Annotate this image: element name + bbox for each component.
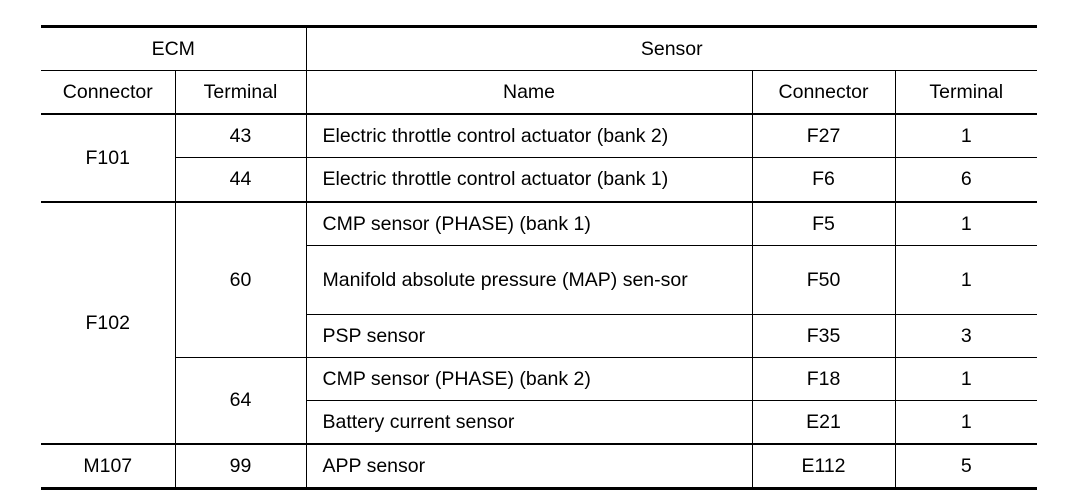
ecm-terminal-cell: 43 xyxy=(175,114,306,158)
header-sensor-terminal: Terminal xyxy=(895,71,1037,115)
sensor-terminal-cell: 1 xyxy=(895,114,1037,158)
sensor-connector-cell: F5 xyxy=(752,202,895,246)
header-ecm: ECM xyxy=(41,27,306,71)
table-row xyxy=(41,114,1037,158)
header-ecm-terminal: Terminal xyxy=(175,71,306,115)
sensor-name-cell: Manifold absolute pressure (MAP) sen-sor xyxy=(306,246,752,315)
sensor-terminal-cell: 1 xyxy=(895,358,1037,401)
table-row xyxy=(41,158,1037,203)
sensor-terminal-cell: 1 xyxy=(895,202,1037,246)
sensor-connector-cell: F50 xyxy=(752,246,895,315)
sensor-connector-cell: F35 xyxy=(752,315,895,358)
ecm-sensor-connection-table xyxy=(41,25,1037,490)
ecm-terminal-cell: 99 xyxy=(175,444,306,489)
sensor-name-cell: CMP sensor (PHASE) (bank 1) xyxy=(306,202,752,246)
sensor-terminal-cell: 1 xyxy=(895,401,1037,445)
sensor-name-cell: PSP sensor xyxy=(306,315,752,358)
ecm-connector-cell: F101 xyxy=(41,114,175,202)
sensor-connector-cell: F27 xyxy=(752,114,895,158)
ecm-terminal-cell: 64 xyxy=(175,358,306,445)
sensor-terminal-cell: 5 xyxy=(895,444,1037,489)
ecm-connector-cell: M107 xyxy=(41,444,175,489)
sensor-name-cell: Electric throttle control actuator (bank 2) xyxy=(306,114,752,158)
sensor-name-cell: Electric throttle control actuator (bank 1) xyxy=(306,158,752,203)
sensor-connector-cell: F6 xyxy=(752,158,895,203)
header-ecm-connector: Connector xyxy=(41,71,175,115)
sensor-name-cell: APP sensor xyxy=(306,444,752,489)
table-row xyxy=(41,202,1037,246)
ecm-connector-cell: F102 xyxy=(41,202,175,444)
sensor-terminal-cell: 6 xyxy=(895,158,1037,203)
ecm-terminal-cell: 44 xyxy=(175,158,306,203)
table-row xyxy=(41,358,1037,401)
connection-table-container xyxy=(41,25,1037,490)
header-row-groups xyxy=(41,27,1037,71)
sensor-connector-cell: F18 xyxy=(752,358,895,401)
header-sensor-connector: Connector xyxy=(752,71,895,115)
header-row-columns xyxy=(41,71,1037,115)
sensor-terminal-cell: 3 xyxy=(895,315,1037,358)
sensor-name-cell: CMP sensor (PHASE) (bank 2) xyxy=(306,358,752,401)
sensor-connector-cell: E112 xyxy=(752,444,895,489)
sensor-connector-cell: E21 xyxy=(752,401,895,445)
ecm-terminal-cell: 60 xyxy=(175,202,306,358)
header-sensor-name: Name xyxy=(306,71,752,115)
sensor-terminal-cell: 1 xyxy=(895,246,1037,315)
table-row xyxy=(41,444,1037,489)
header-sensor: Sensor xyxy=(306,27,1037,71)
sensor-name-cell: Battery current sensor xyxy=(306,401,752,445)
